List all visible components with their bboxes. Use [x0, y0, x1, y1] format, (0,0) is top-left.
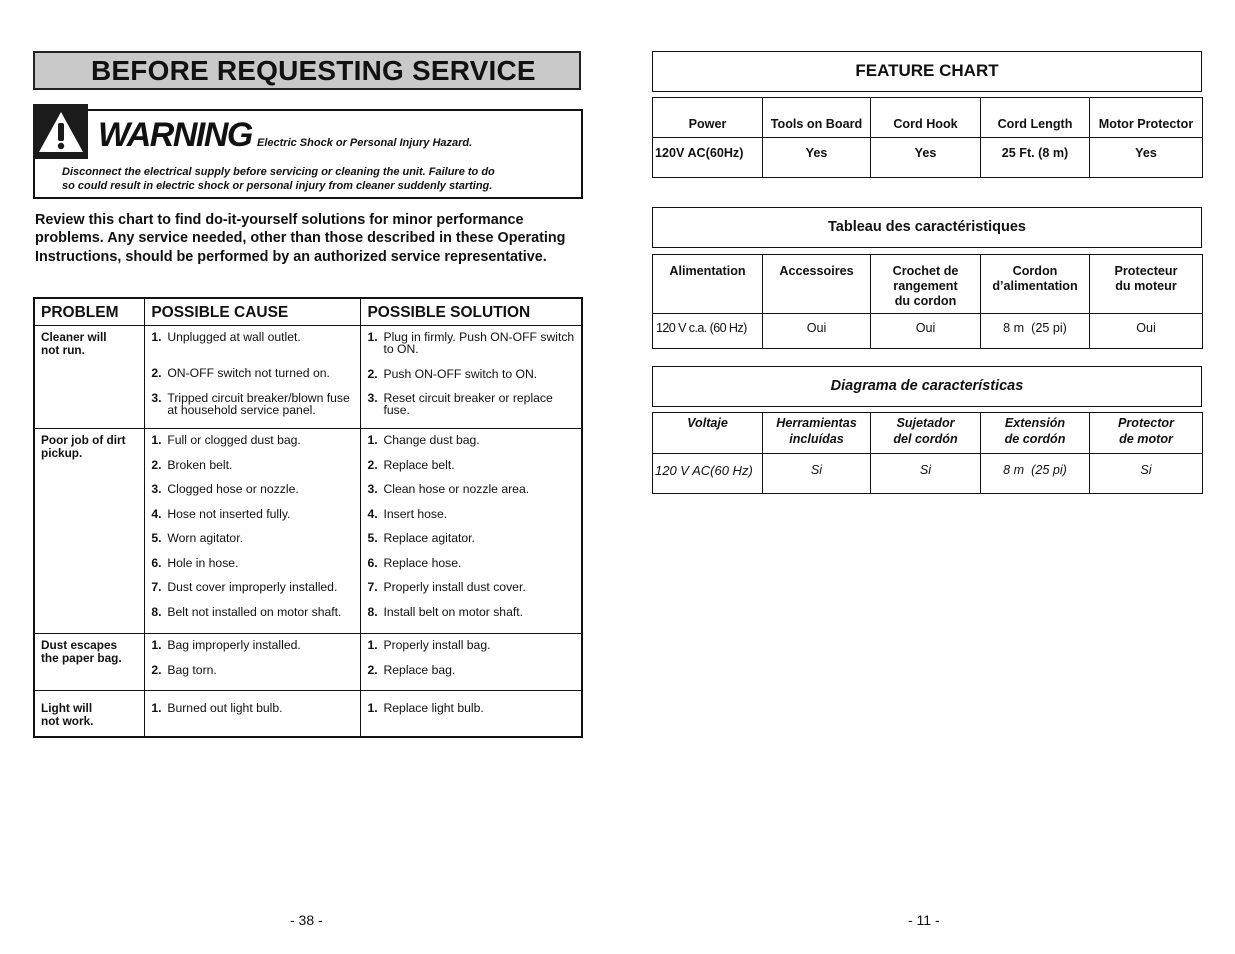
- feature-value-row: [653, 138, 1203, 178]
- item-text: Tripped circuit breaker/blown fuse at household service panel.: [167, 390, 350, 417]
- list-item: [367, 368, 575, 380]
- header-line: Accessoires: [779, 264, 854, 278]
- list-item: [151, 702, 354, 714]
- page-number: - 38 -: [290, 912, 323, 928]
- column-header: POSSIBLE SOLUTION: [361, 298, 582, 326]
- feature-table-english: [652, 97, 1203, 178]
- item-number: 5.: [151, 531, 162, 545]
- table-header-row: [34, 298, 582, 326]
- header-line: de motor: [1119, 431, 1173, 446]
- table-row: [34, 691, 582, 738]
- list-item: [367, 606, 575, 618]
- item-number: 3.: [367, 391, 378, 405]
- feature-header: [871, 255, 981, 314]
- feature-chart-title: FEATURE CHART: [855, 61, 999, 80]
- item-text: Broken belt.: [167, 457, 233, 472]
- feature-table-spanish: [652, 412, 1203, 494]
- warning-body: [62, 165, 572, 193]
- feature-header: Tools on Board: [763, 98, 871, 138]
- list-item: [151, 459, 354, 471]
- page-number: - 11 -: [908, 912, 940, 928]
- feature-value: Si: [1090, 454, 1203, 494]
- list-item: [151, 557, 354, 569]
- column-header: POSSIBLE CAUSE: [145, 298, 361, 326]
- feature-value: 120 V AC(60 Hz): [653, 454, 763, 494]
- cause-cell: [145, 634, 361, 691]
- item-text: Properly install dust cover.: [383, 580, 526, 594]
- feature-value: 120V AC(60Hz): [653, 138, 763, 178]
- feature-chart-title-box: [652, 51, 1202, 92]
- feature-value-row: [653, 314, 1203, 349]
- feature-value: Oui: [871, 314, 981, 349]
- feature-value: Yes: [1090, 138, 1203, 178]
- problem-text: Cleaner will: [41, 330, 107, 344]
- item-number: 1.: [151, 330, 162, 344]
- item-text: Clean hose or nozzle area.: [383, 482, 530, 496]
- feature-header: [1090, 413, 1203, 454]
- feature-header: [763, 413, 871, 454]
- cause-cell: [145, 429, 361, 634]
- header-line: Protecteur: [1114, 264, 1178, 278]
- header-line: Voltaje: [687, 416, 728, 430]
- feature-header: Cord Hook: [871, 98, 981, 138]
- list-item: [151, 434, 354, 446]
- french-chart-title-box: [652, 207, 1202, 248]
- problem-text: Light will: [41, 701, 93, 715]
- troubleshooting-table: [33, 297, 583, 738]
- spanish-chart-title-box: [652, 366, 1202, 407]
- feature-header-row: [653, 413, 1203, 454]
- header-line: Alimentation: [669, 264, 746, 278]
- item-text: Dust cover improperly installed.: [167, 580, 338, 594]
- french-chart-title: Tableau des caractéristiques: [828, 219, 1026, 235]
- item-number: 2.: [151, 457, 162, 472]
- problem-text: not work.: [41, 714, 94, 728]
- problem-text: the paper bag.: [41, 651, 122, 665]
- feature-value: Yes: [871, 138, 981, 178]
- problem-cell: [34, 326, 145, 429]
- item-text: Full or clogged dust bag.: [167, 433, 301, 447]
- table-row: [34, 634, 582, 691]
- item-number: 1.: [367, 701, 378, 715]
- item-text: Plug in firmly. Push ON-OFF switch to ON.: [383, 330, 575, 356]
- solution-cell: [361, 429, 582, 634]
- item-number: 7.: [367, 580, 378, 594]
- feature-value: Oui: [763, 314, 871, 349]
- list-item: [151, 532, 354, 544]
- list-item: [151, 367, 354, 379]
- header-line: du cordon: [894, 294, 957, 308]
- item-number: 2.: [367, 366, 378, 381]
- feature-header: [653, 413, 763, 454]
- solution-cell: [361, 326, 582, 429]
- header-line: Extensión: [1004, 416, 1066, 430]
- problem-text: Poor job of dirt: [41, 433, 126, 447]
- problem-text: not run.: [41, 343, 85, 357]
- item-number: 3.: [151, 482, 162, 496]
- header-line: d’alimentation: [992, 279, 1078, 293]
- feature-header: [1090, 255, 1203, 314]
- spanish-chart-title: Diagrama de características: [830, 378, 1024, 394]
- list-item: [151, 581, 354, 593]
- list-item: [367, 639, 575, 651]
- list-item: [151, 606, 354, 618]
- header-line: du moteur: [1115, 279, 1177, 293]
- column-header: PROBLEM: [34, 298, 145, 326]
- feature-header: [981, 413, 1090, 454]
- section-title: BEFORE REQUESTING SERVICE: [91, 55, 536, 86]
- item-text: Replace belt.: [383, 457, 455, 472]
- feature-value: 8 m (25 pi): [981, 454, 1090, 494]
- list-item: [151, 639, 354, 651]
- warning-body-line: so could result in electric shock or personal injury from cleaner suddenly starting.: [62, 180, 493, 192]
- feature-header-row: [653, 98, 1203, 138]
- item-number: 4.: [151, 506, 162, 521]
- item-number: 8.: [151, 604, 162, 619]
- item-number: 3.: [151, 390, 162, 405]
- item-text: Insert hose.: [383, 506, 448, 521]
- feature-header: [871, 413, 981, 454]
- list-item: [151, 483, 354, 495]
- item-number: 6.: [151, 555, 162, 570]
- list-item: [367, 392, 575, 416]
- item-text: Unplugged at wall outlet.: [167, 330, 301, 344]
- header-line: rangement: [893, 279, 958, 293]
- item-number: 2.: [367, 457, 378, 472]
- feature-table-french: [652, 254, 1203, 349]
- list-item: [367, 508, 575, 520]
- feature-header: Power: [653, 98, 763, 138]
- feature-value: Yes: [763, 138, 871, 178]
- list-item: [367, 581, 575, 593]
- warning-heading: WARNING: [98, 116, 252, 154]
- list-item: [367, 557, 575, 569]
- item-text: Install belt on motor shaft.: [383, 604, 524, 619]
- item-text: ON-OFF switch not turned on.: [167, 366, 330, 380]
- item-text: Clogged hose or nozzle.: [167, 482, 299, 496]
- item-text: Replace bag.: [383, 662, 456, 677]
- item-text: Burned out light bulb.: [167, 701, 283, 715]
- header-line: Cordon: [1012, 264, 1058, 278]
- solution-cell: [361, 634, 582, 691]
- warning-icon-block: [33, 104, 88, 159]
- intro-paragraph: Review this chart to find do-it-yourself solutions for minor performance problems. Any service needed, other than those described in these Operating Instructions, should be performed by an authorized service representative.: [35, 212, 566, 265]
- warning-body-line: Disconnect the electrical supply before servicing or cleaning the unit. Failure to do: [62, 166, 495, 178]
- header-line: Protector: [1118, 416, 1174, 430]
- feature-value: 25 Ft. (8 m): [981, 138, 1090, 178]
- cause-cell: [145, 691, 361, 738]
- cause-cell: [145, 326, 361, 429]
- list-item: [367, 331, 575, 355]
- item-text: Hose not inserted fully.: [167, 506, 291, 521]
- feature-header-row: [653, 255, 1203, 314]
- item-text: Change dust bag.: [383, 433, 480, 447]
- item-number: 6.: [367, 555, 378, 570]
- header-line: incluídas: [789, 431, 844, 446]
- item-number: 1.: [367, 433, 378, 447]
- item-text: Replace agitator.: [383, 531, 475, 545]
- list-item: [151, 392, 354, 416]
- list-item: [367, 483, 575, 495]
- item-text: Reset circuit breaker or replace fuse.: [383, 391, 553, 417]
- item-number: 2.: [367, 662, 378, 677]
- item-text: Hole in hose.: [167, 555, 239, 570]
- problem-cell: [34, 429, 145, 634]
- item-text: Worn agitator.: [167, 531, 243, 545]
- item-text: Properly install bag.: [383, 638, 491, 652]
- header-line: de cordón: [1004, 431, 1066, 446]
- item-text: Belt not installed on motor shaft.: [167, 604, 342, 619]
- feature-value-row: [653, 454, 1203, 494]
- item-text: Replace light bulb.: [383, 701, 484, 715]
- list-item: [151, 331, 354, 343]
- problem-text: Dust escapes: [41, 638, 118, 652]
- list-item: [151, 664, 354, 676]
- feature-header: [981, 255, 1090, 314]
- feature-header: Motor Protector: [1090, 98, 1203, 138]
- item-number: 2.: [151, 366, 162, 380]
- table-row: [34, 326, 582, 429]
- table-row: [34, 429, 582, 634]
- item-number: 1.: [151, 433, 162, 447]
- list-item: [367, 702, 575, 714]
- item-number: 1.: [151, 638, 162, 652]
- item-number: 1.: [367, 330, 378, 344]
- header-line: Crochet de: [892, 264, 959, 278]
- list-item: [367, 434, 575, 446]
- solution-cell: [361, 691, 582, 738]
- header-line: del cordón: [893, 431, 958, 446]
- item-number: 8.: [367, 604, 378, 619]
- feature-value: Oui: [1090, 314, 1203, 349]
- list-item: [367, 664, 575, 676]
- item-number: 7.: [151, 580, 162, 594]
- item-text: Bag improperly installed.: [167, 638, 301, 652]
- feature-value: 8 m (25 pi): [981, 314, 1090, 349]
- problem-cell: [34, 691, 145, 738]
- feature-header: Cord Length: [981, 98, 1090, 138]
- warning-triangle-icon: [37, 110, 85, 154]
- item-number: 3.: [367, 482, 378, 496]
- list-item: [367, 532, 575, 544]
- item-text: Push ON-OFF switch to ON.: [383, 366, 538, 381]
- problem-text: pickup.: [41, 446, 83, 460]
- warning-subtitle: Electric Shock or Personal Injury Hazard.: [257, 137, 473, 149]
- feature-value: 120 V c.a. (60 Hz): [653, 314, 763, 349]
- list-item: [151, 508, 354, 520]
- item-number: 4.: [367, 506, 378, 521]
- list-item: [367, 459, 575, 471]
- feature-value: Si: [763, 454, 871, 494]
- header-line: Sujetador: [896, 416, 955, 430]
- item-number: 1.: [151, 701, 162, 715]
- item-number: 2.: [151, 662, 162, 677]
- feature-value: Si: [871, 454, 981, 494]
- feature-header: [763, 255, 871, 314]
- item-number: 1.: [367, 638, 378, 652]
- header-line: Herramientas: [776, 416, 857, 430]
- section-title-box: [33, 51, 581, 90]
- item-text: Bag torn.: [167, 662, 217, 677]
- item-number: 5.: [367, 531, 378, 545]
- problem-cell: [34, 634, 145, 691]
- item-text: Replace hose.: [383, 555, 462, 570]
- feature-header: [653, 255, 763, 314]
